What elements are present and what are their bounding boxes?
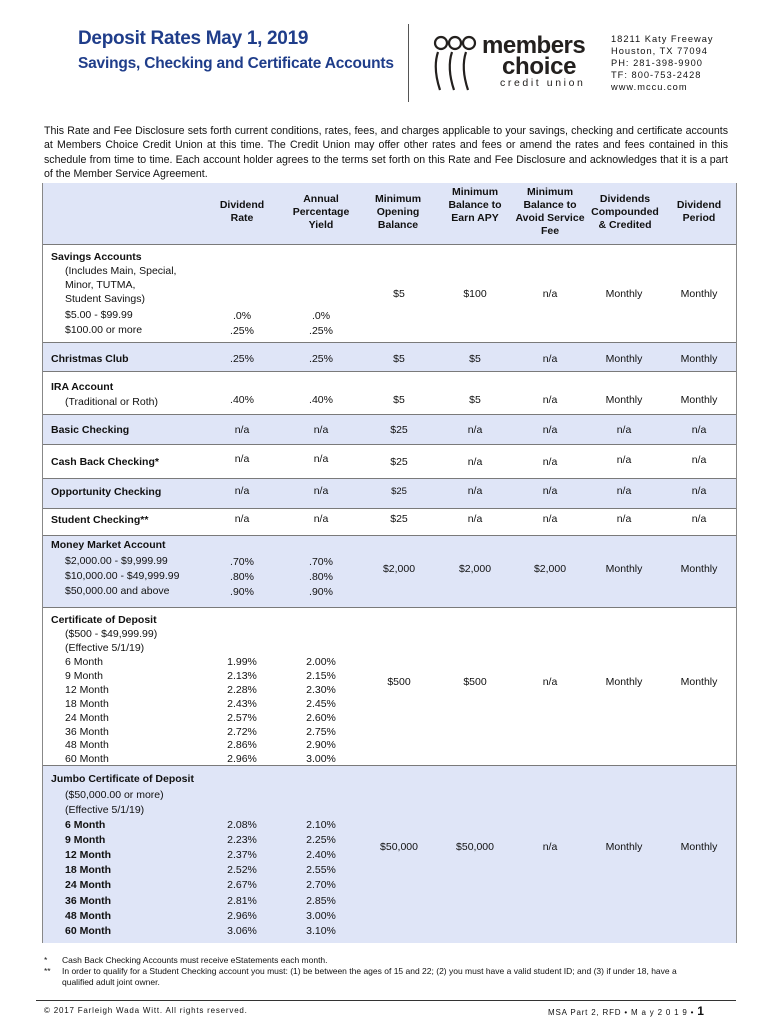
christmas-period: Monthly bbox=[680, 353, 718, 365]
logo-word-choice: choice bbox=[502, 53, 577, 80]
opportunity-apy: n/a bbox=[313, 485, 329, 497]
opportunity-min-earn: n/a bbox=[467, 485, 483, 497]
logo-word-credit-union: credit union bbox=[500, 77, 586, 89]
cashback-compounded: n/a bbox=[616, 454, 632, 466]
certificate-rate: 2.28% bbox=[227, 683, 257, 696]
footnote-text: Cash Back Checking Accounts must receive eStatements each month. bbox=[62, 955, 328, 965]
certificate-term: 12 Month bbox=[65, 683, 109, 696]
ira-title: IRA Account bbox=[51, 381, 114, 393]
col-dividend-rate: Dividend Rate bbox=[219, 199, 265, 224]
opportunity-title: Opportunity Checking bbox=[51, 486, 162, 498]
certificate-rate: 2.13% bbox=[227, 669, 257, 682]
student-min-open: $25 bbox=[390, 513, 408, 525]
jumbo-term: 60 Month bbox=[65, 924, 112, 937]
student-min-earn: n/a bbox=[467, 513, 483, 525]
cashback-min-fee: n/a bbox=[542, 456, 558, 468]
page-number: 1 bbox=[697, 1004, 705, 1018]
footer-doc-label: MSA Part 2, RFD • M a y 2 0 1 9 • bbox=[548, 1008, 695, 1017]
jumbo-apy: 3.10% bbox=[306, 924, 336, 937]
page-subtitle: Savings, Checking and Certificate Accounts bbox=[78, 55, 394, 72]
rates-table bbox=[42, 183, 737, 943]
jumbo-apy: 2.70% bbox=[306, 879, 336, 892]
intro-paragraph: This Rate and Fee Disclosure sets forth current conditions, rates, fees, and charges applicable to your savings, checking and certificate accounts at Members Choice Credit Union at this time. The Credit Union may offer other rates and fees or amend the rates and fees contained in this schedule from time to time. Each account holder agrees to the terms set forth on this Rate and Fee Disclosure and acknowledges that it is a part of the Member Service Agreement. bbox=[44, 125, 728, 181]
cashback-title: Cash Back Checking* bbox=[51, 456, 159, 468]
savings-min-earn: $100 bbox=[463, 288, 487, 300]
christmas-rate: .25% bbox=[230, 353, 254, 365]
footer-doc-info bbox=[548, 1004, 705, 1018]
savings-tier: $100.00 or more bbox=[65, 324, 143, 336]
jumbo-note: ($50,000.00 or more) bbox=[65, 789, 164, 801]
certificate-rate: 2.96% bbox=[227, 753, 257, 766]
money-market-compounded: Monthly bbox=[605, 563, 643, 575]
ira-apy: .40% bbox=[309, 394, 333, 406]
footnote-mark: * bbox=[44, 955, 48, 965]
jumbo-term: 6 Month bbox=[65, 819, 106, 831]
cashback-min-open: $25 bbox=[390, 456, 408, 468]
cashback-apy: n/a bbox=[313, 453, 329, 465]
certificate-title: Certificate of Deposit bbox=[51, 614, 157, 626]
address-tollfree: TF: 800-753-2428 bbox=[611, 70, 702, 80]
cashback-rate: n/a bbox=[234, 453, 250, 465]
header-divider bbox=[408, 24, 409, 102]
jumbo-term: 24 Month bbox=[65, 879, 112, 892]
savings-note: (Includes Main, Special, bbox=[65, 265, 177, 277]
jumbo-term: 9 Month bbox=[65, 834, 106, 847]
basic-rate: n/a bbox=[234, 424, 250, 436]
jumbo-term: 12 Month bbox=[65, 849, 112, 862]
certificate-apy: 3.00% bbox=[306, 753, 336, 766]
certificate-rate: 2.43% bbox=[227, 697, 257, 710]
copyright: © 2017 Farleigh Wada Witt. All rights reserved. bbox=[44, 1006, 248, 1015]
jumbo-period: Monthly bbox=[680, 841, 718, 853]
col-dividend-period: Dividend Period bbox=[676, 199, 722, 224]
jumbo-min-open: $50,000 bbox=[380, 841, 418, 853]
jumbo-rate: 2.96% bbox=[227, 909, 257, 922]
savings-rate: .0% bbox=[232, 310, 252, 322]
money-market-min-fee: $2,000 bbox=[533, 563, 567, 575]
address-city: Houston, TX 77094 bbox=[611, 46, 708, 56]
certificate-min-fee: n/a bbox=[542, 676, 558, 688]
footnote-text: qualified adult joint owner. bbox=[62, 977, 160, 987]
jumbo-apy: 2.10% bbox=[306, 819, 336, 831]
jumbo-apy: 2.55% bbox=[306, 864, 336, 877]
col-min-avoid-fee: Minimum Balance to Avoid Service Fee bbox=[515, 186, 585, 237]
logo-word-members: members bbox=[482, 32, 586, 59]
certificate-term: 48 Month bbox=[65, 739, 109, 752]
col-min-earn-apy: Minimum Balance to Earn APY bbox=[448, 186, 502, 224]
jumbo-title: Jumbo Certificate of Deposit bbox=[51, 773, 194, 785]
jumbo-rate: 2.67% bbox=[227, 879, 257, 892]
jumbo-min-fee: n/a bbox=[542, 841, 558, 853]
student-rate: n/a bbox=[234, 513, 250, 525]
money-market-apy: .70% bbox=[309, 556, 333, 568]
ira-period: Monthly bbox=[680, 394, 718, 406]
christmas-min-fee: n/a bbox=[542, 353, 558, 365]
jumbo-apy: 3.00% bbox=[306, 909, 336, 922]
certificate-apy: 2.90% bbox=[306, 739, 336, 752]
jumbo-apy: 2.40% bbox=[306, 849, 336, 862]
certificate-apy: 2.15% bbox=[306, 669, 336, 682]
basic-compounded: n/a bbox=[616, 424, 632, 436]
savings-rate: .25% bbox=[230, 325, 254, 337]
student-min-fee: n/a bbox=[542, 513, 558, 525]
money-market-period: Monthly bbox=[680, 563, 718, 575]
savings-apy: .0% bbox=[311, 310, 331, 322]
address-website[interactable]: www.mccu.com bbox=[611, 82, 688, 92]
opportunity-min-open: $25 bbox=[391, 486, 407, 497]
certificate-apy: 2.00% bbox=[306, 656, 336, 668]
certificate-note: (Effective 5/1/19) bbox=[65, 642, 145, 654]
student-apy: n/a bbox=[313, 513, 329, 525]
certificate-apy: 2.45% bbox=[306, 697, 336, 710]
savings-min-open: $5 bbox=[393, 288, 405, 300]
jumbo-rate: 2.08% bbox=[227, 819, 257, 831]
footnote-mark: ** bbox=[44, 966, 51, 976]
certificate-apy: 2.75% bbox=[306, 725, 336, 738]
col-min-opening: Minimum Opening Balance bbox=[374, 193, 422, 231]
christmas-min-open: $5 bbox=[393, 353, 405, 365]
jumbo-rate: 2.23% bbox=[227, 834, 257, 847]
certificate-term: 18 Month bbox=[65, 697, 109, 710]
money-market-min-open: $2,000 bbox=[382, 563, 416, 575]
jumbo-rate: 2.37% bbox=[227, 849, 257, 862]
jumbo-compounded: Monthly bbox=[605, 841, 643, 853]
col-compounded: Dividends Compounded & Credited bbox=[591, 193, 659, 231]
christmas-title: Christmas Club bbox=[51, 353, 129, 365]
money-market-rate: .70% bbox=[230, 556, 254, 568]
savings-title: Savings Accounts bbox=[51, 251, 142, 263]
certificate-period: Monthly bbox=[680, 676, 718, 688]
row-separator bbox=[43, 244, 736, 245]
jumbo-rate: 2.52% bbox=[227, 864, 257, 877]
jumbo-note: (Effective 5/1/19) bbox=[65, 804, 145, 816]
ira-min-fee: n/a bbox=[542, 394, 558, 406]
ira-note: (Traditional or Roth) bbox=[65, 396, 158, 408]
certificate-term: 9 Month bbox=[65, 669, 103, 682]
basic-min-earn: n/a bbox=[467, 424, 483, 436]
jumbo-apy: 2.85% bbox=[306, 894, 336, 907]
christmas-apy: .25% bbox=[309, 353, 333, 365]
certificate-rate: 2.72% bbox=[227, 725, 257, 738]
certificate-min-earn: $500 bbox=[463, 676, 487, 688]
ira-min-earn: $5 bbox=[469, 394, 481, 406]
credit-union-logo bbox=[430, 32, 600, 92]
certificate-rate: 1.99% bbox=[227, 656, 257, 668]
footer-divider bbox=[36, 1000, 736, 1001]
savings-apy: .25% bbox=[309, 325, 333, 337]
basic-min-open: $25 bbox=[390, 424, 408, 436]
certificate-term: 36 Month bbox=[65, 725, 109, 738]
certificate-term: 60 Month bbox=[65, 753, 109, 766]
money-market-tier: $2,000.00 - $9,999.99 bbox=[65, 555, 168, 567]
money-market-apy: .80% bbox=[309, 571, 333, 583]
savings-compounded: Monthly bbox=[605, 288, 643, 300]
money-market-apy: .90% bbox=[309, 586, 333, 598]
address-street: 18211 Katy Freeway bbox=[611, 34, 714, 44]
certificate-note: ($500 - $49,999.99) bbox=[65, 628, 158, 640]
student-period: n/a bbox=[691, 513, 707, 525]
opportunity-compounded: n/a bbox=[616, 485, 632, 497]
opportunity-rate: n/a bbox=[234, 485, 250, 497]
certificate-compounded: Monthly bbox=[605, 676, 643, 688]
people-logo-icon bbox=[432, 34, 488, 94]
certificate-min-open: $500 bbox=[387, 676, 411, 688]
christmas-compounded: Monthly bbox=[605, 353, 643, 365]
jumbo-min-earn: $50,000 bbox=[456, 841, 494, 853]
jumbo-term: 48 Month bbox=[65, 909, 112, 922]
jumbo-apy: 2.25% bbox=[306, 834, 336, 847]
money-market-rate: .80% bbox=[230, 571, 254, 583]
money-market-title: Money Market Account bbox=[51, 539, 166, 551]
jumbo-term: 36 Month bbox=[65, 894, 112, 907]
ira-min-open: $5 bbox=[393, 394, 405, 406]
christmas-min-earn: $5 bbox=[469, 353, 481, 365]
ira-compounded: Monthly bbox=[605, 394, 643, 406]
certificate-term: 24 Month bbox=[65, 711, 109, 724]
opportunity-min-fee: n/a bbox=[542, 485, 558, 497]
money-market-rate: .90% bbox=[230, 586, 254, 598]
cashback-period: n/a bbox=[691, 454, 707, 466]
footnote-text: In order to qualify for a Student Checking account you must: (1) be between the ages of 15 and 22; (2) you must have a valid student ID; and (3) if under 18, have a bbox=[62, 966, 677, 976]
savings-min-fee: n/a bbox=[542, 288, 558, 300]
money-market-tier: $50,000.00 and above bbox=[65, 585, 170, 597]
money-market-min-earn: $2,000 bbox=[458, 563, 492, 575]
savings-tier: $5.00 - $99.99 bbox=[65, 309, 133, 321]
cashback-min-earn: n/a bbox=[467, 456, 483, 468]
ira-rate: .40% bbox=[230, 394, 254, 406]
basic-min-fee: n/a bbox=[542, 424, 558, 436]
certificate-apy: 2.30% bbox=[306, 683, 336, 696]
address-block bbox=[611, 33, 714, 93]
jumbo-rate: 2.81% bbox=[227, 894, 257, 907]
page-title: Deposit Rates May 1, 2019 bbox=[78, 28, 309, 49]
savings-period: Monthly bbox=[680, 288, 718, 300]
savings-note: Student Savings) bbox=[65, 293, 145, 305]
student-title: Student Checking** bbox=[51, 514, 149, 526]
jumbo-rate: 3.06% bbox=[227, 924, 257, 937]
certificate-rate: 2.86% bbox=[227, 739, 257, 752]
certificate-rate: 2.57% bbox=[227, 711, 257, 724]
student-compounded: n/a bbox=[616, 513, 632, 525]
basic-apy: n/a bbox=[313, 424, 329, 436]
money-market-tier: $10,000.00 - $49,999.99 bbox=[65, 570, 180, 582]
certificate-term: 6 Month bbox=[65, 656, 103, 668]
savings-note: Minor, TUTMA, bbox=[65, 279, 136, 291]
address-phone: PH: 281-398-9900 bbox=[611, 58, 703, 68]
basic-period: n/a bbox=[691, 424, 707, 436]
basic-title: Basic Checking bbox=[51, 424, 130, 436]
jumbo-term: 18 Month bbox=[65, 864, 112, 877]
opportunity-period: n/a bbox=[691, 485, 707, 497]
certificate-apy: 2.60% bbox=[306, 711, 336, 724]
col-apy: Annual Percentage Yield bbox=[292, 193, 350, 231]
